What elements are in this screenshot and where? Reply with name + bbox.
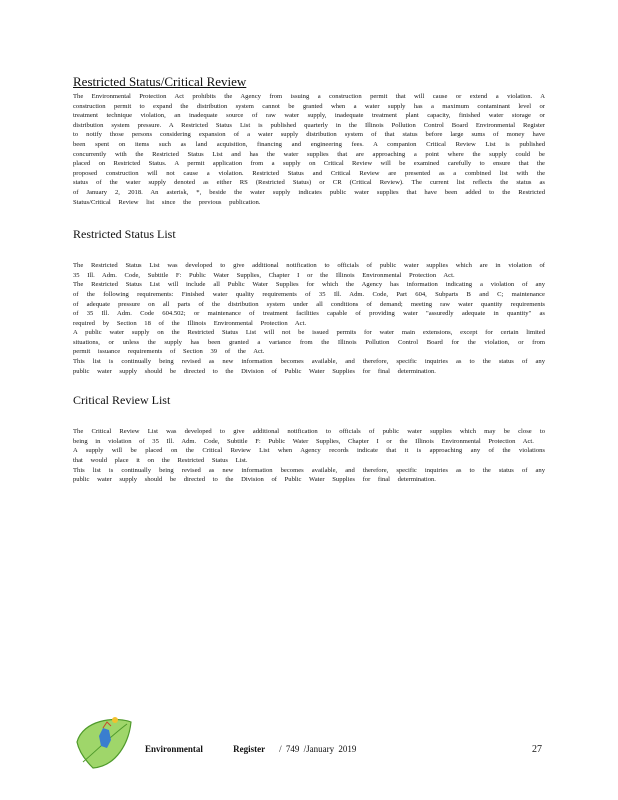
paragraph: This list is continually being revised as new information becomes available, and therefore, specific inquiries as to the status of any public water supply should be directed to the Division of Public Water Supplies for final determination. (73, 466, 545, 484)
paragraph: The Critical Review List was developed to give additional notification to officials of public water supplies which may be close to being in violation of 35 Ill. Adm. Code, Subtitle F: Public Water Supplies, Chapter I or the Illinois Environmental Protection Act. (73, 428, 545, 445)
paragraph: The Restricted Status List will include all Public Water Supplies for which the Agency has information indicating a violation of any of the following requirements: Finished water quality requirements of 35 Ill. Adm. Code, Part 604, Subparts B and C; maintenance of adequate pressure on all parts of the distribution system under all conditions of demand; meeting raw water quantity requirements of 35 Ill. Adm. Code 604.502; or maintenance of treatment facilities capable of providing water "assuredly adequate in quantity" as required by Section 18 of the Illinois Environmental Protection Act. (73, 281, 545, 327)
paragraph: A public water supply on the Restricted Status List will not be issued permits for water main extensions, except for certain limited situations, or unless the supply has been granted a variance from the Illinois Pollution Control Board for the violation, or from permit issuance requirements of Section 39 of the Act. (73, 329, 545, 356)
section-title-restricted-status: Restricted Status List (73, 227, 176, 242)
footer-publication (145, 744, 356, 754)
issue-info: / 749 /January 2019 (279, 744, 357, 754)
section-body-restricted-critical: The Environmental Protection Act prohibits the Agency from issuing a construction permit that will cause or extend a violation. A construction permit to expand the distribution system cannot be granted when a water supply has a maximum contaminant level or treatment technique violation, an inadequate source of raw water supply, inadequate treatment plant capacity, finished water storage or distribution system pressure. A Restricted Status List is published quarterly in the Illinois Pollution Control Board Environmental Register to notify those persons considering expansion of a water supply distribution system of that status before large sums of money have been spent on items such as land acquisition, financing and engineering fees. A companion Critical Review List is published concurrently with the Restricted Status List and has the water supplies that are approaching a point where the supply could be placed on Restricted Status. A permit application from a supply on Critical Review will be examined carefully to ensure that the proposed construction will not cause a violation. Restricted Status and Critical Review are presented as a combined list with the status of the water supply denoted as either RS (Restricted Status) or CR (Critical Review). The current list reflects the status as of January 2, 2018. An asterisk, *, beside the water supply indicates public water supplies that have been added to the Restricted Status/Critical Review list since the previous publication. (73, 93, 545, 206)
section-title-critical-review: Critical Review List (73, 393, 171, 408)
illinois-leaf-logo-icon (73, 712, 137, 772)
paragraph: This list is continually being revised as new information becomes available, and therefore, specific inquiries as to the status of any public water supply should be directed to the Division of Public Water Supplies for final determination. (73, 358, 545, 375)
section-body-restricted-status (73, 261, 545, 376)
page-footer (73, 712, 545, 772)
document-page (73, 74, 545, 485)
publication-name: Environmental Register (145, 744, 266, 754)
paragraph: The Restricted Status List was developed to give additional notification to officials of public water supplies which are in violation of 35 Ill. Adm. Code, Subtitle F: Public Water Supplies, Chapter I or the Illinois Environmental Protection Act. (73, 262, 545, 279)
paragraph: A supply will be placed on the Critical Review List when Agency records indicate that it is approaching any of the violations that would place it on the Restricted Status List. (73, 447, 545, 465)
section-title-restricted-critical: Restricted Status/Critical Review (73, 74, 247, 89)
section-body-critical-review (73, 427, 545, 485)
page-number: 27 (532, 744, 542, 755)
